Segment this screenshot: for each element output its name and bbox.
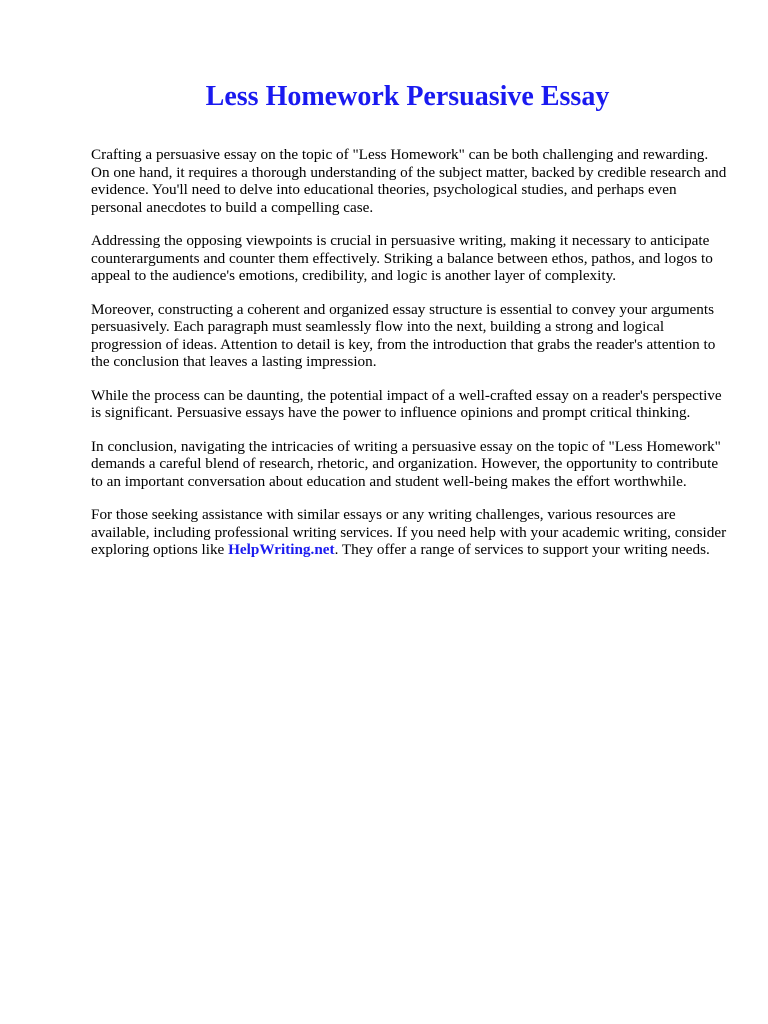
paragraph-structure: Moreover, constructing a coherent and organized essay structure is essential to convey your arguments persuasively. Each paragraph must seamlessly flow into the next, building a strong and logical progression of ideas. Attention to detail is key, from the introduction that grabs the reader's attention to the conclusion that leaves a lasting impression. bbox=[91, 300, 716, 370]
helpwriting-link[interactable]: HelpWriting.net bbox=[228, 541, 335, 558]
essay-body bbox=[91, 146, 727, 575]
paragraph-conclusion: In conclusion, navigating the intricacies of writing a persuasive essay on the topic of "Less Homework" demands a careful blend of research, rhetoric, and organization. However, the opportunity to contribute to an important conversation about education and student well-being makes the effort worthwhile. bbox=[91, 437, 721, 490]
page-title: Less Homework Persuasive Essay bbox=[205, 81, 610, 112]
paragraph-intro: Crafting a persuasive essay on the topic of "Less Homework" can be both challenging and rewarding. On one hand, it requires a thorough understanding of the subject matter, backed by credible research and evidence. You'll need to delve into educational theories, psychological studies, and perhaps even personal anecdotes to build a compelling case. bbox=[91, 146, 727, 216]
paragraph-closing bbox=[91, 506, 727, 559]
paragraph-opposing-viewpoints: Addressing the opposing viewpoints is crucial in persuasive writing, making it necessary to anticipate counterarguments and counter them effectively. Striking a balance between ethos, pathos, and logos to appeal to the audience's emotions, credibility, and logic is another layer of complexity. bbox=[91, 232, 713, 284]
paragraph-impact: While the process can be daunting, the potential impact of a well-crafted essay on a reader's perspective is significant. Persuasive essays have the power to influence opinions and prompt critical thinking. bbox=[91, 386, 722, 421]
closing-text-after-link: . They offer a range of services to support your writing needs. bbox=[334, 541, 710, 558]
closing-text-before-link: For those seeking assistance with similar essays or any writing challenges, various resources are available, including professional writing services. If you need help with your academic writing, consider exploring options like bbox=[91, 506, 727, 558]
